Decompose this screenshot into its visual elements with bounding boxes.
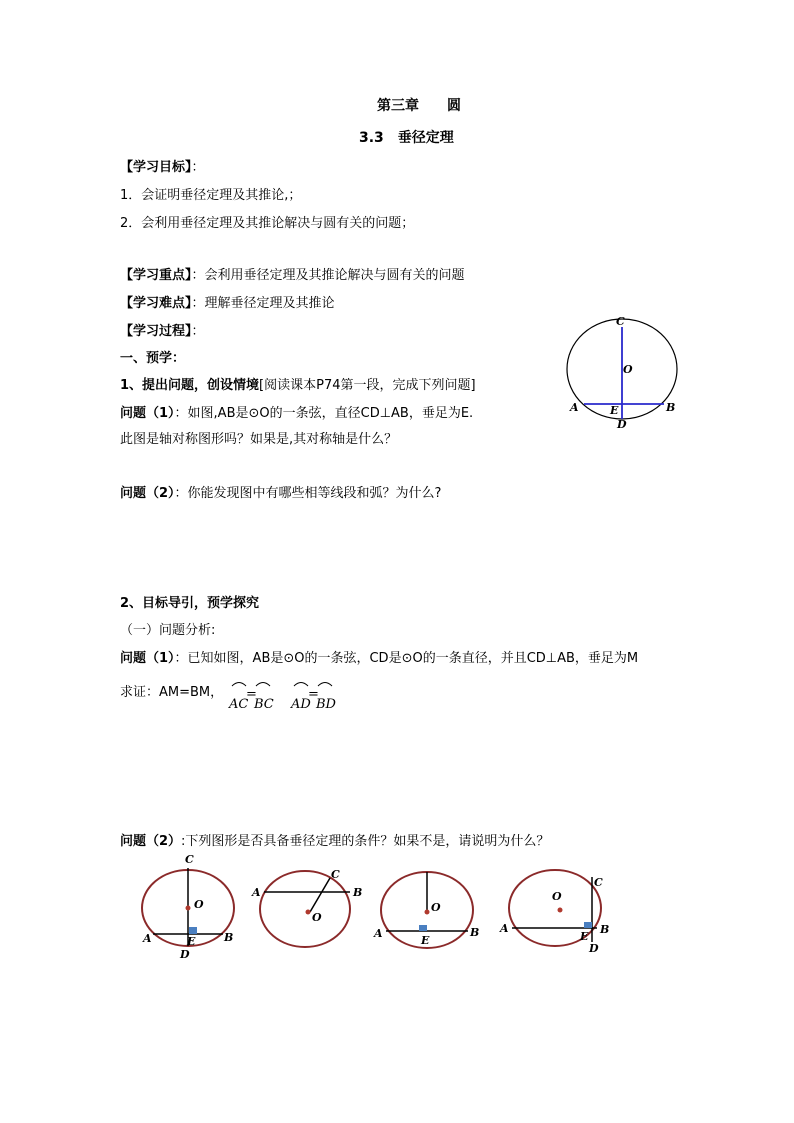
guide-q2-line [120,834,549,850]
difficulty-line [120,296,335,312]
guide-heading: 2、目标导引，预学探究 [120,596,260,611]
preview-q2-label: 问题（2） [120,486,175,501]
fig4-label-a: A [500,922,509,935]
fig3-center-dot [425,910,430,915]
chapter-title: 第三章 圆 [377,98,461,114]
fig1-right-angle-marker [189,927,197,934]
step1-note: [阅读课本P74第一段，完成下列问题] [259,378,476,393]
preview-q1-text: ：如图,AB是⊙O的一条弦，直径CD⊥AB，垂足为E. [174,406,474,421]
guide-q1-text: ：已知如图，AB是⊙O的一条弦，CD是⊙O的一条直径，并且CD⊥AB，垂足为M [174,651,639,666]
key-point-text: ：会利用垂径定理及其推论解决与圆有关的问题 [191,268,465,283]
figure-3 [372,864,487,959]
preview-q1-line [120,406,473,422]
arc-bd: BD [316,697,336,712]
fig2-label-b: B [353,886,363,899]
process-heading: 【学习过程】 [120,324,192,339]
arc-symbol-ad [294,683,308,687]
arc-symbol-ac [232,683,246,687]
key-point-line [120,268,465,284]
fig3-label-e: E [421,934,430,947]
prove-label: 求证：AM=BM， [120,685,224,700]
preview-q1-text2: 此图是轴对称图形吗？如果是,其对称轴是什么？ [120,432,398,447]
arc-bc: BC [254,697,274,712]
preview-q2-line [120,486,441,502]
main-label-e: E [610,404,619,417]
fig2-label-c: C [331,868,340,881]
goals-heading: 【学习目标】 [120,160,192,175]
arc-symbol-bd [318,683,332,687]
main-label-a: A [570,401,579,414]
key-point-heading: 【学习重点】 [120,268,192,283]
figure-4 [498,864,613,959]
fig4-label-o: O [552,890,562,903]
fig3-label-a: A [374,927,383,940]
fig2-center-dot [306,910,311,915]
fig4-label-d: D [589,942,599,955]
arc-eq1-sign: = [246,687,257,702]
fig4-center-dot [558,908,563,913]
step1-line [120,378,476,394]
fig2-label-a: A [252,886,261,899]
preview-q2-text: ：你能发现图中有哪些相等线段和弧？为什么? [174,486,442,501]
arc-eq2-sign: = [308,687,319,702]
goals-line [120,160,205,176]
fig3-right-angle-marker [419,925,427,931]
preview-q1-label: 问题（1） [120,406,175,421]
guide-q2-label: 问题（2） [120,834,182,849]
guide-q1-line [120,651,638,667]
fig3-label-b: B [470,926,480,939]
main-label-c: C [616,315,625,328]
fig2-radius [310,878,330,912]
fig4-label-e: E [580,930,589,943]
guide-q1-label: 问题（1） [120,651,175,666]
arc-ad: AD [291,697,311,712]
main-label-d: D [617,418,627,431]
fig2-label-o: O [312,911,322,924]
figure-1 [135,852,245,962]
arc-ac: AC [229,697,249,712]
goals-suffix: ： [191,160,205,175]
arc-equations [228,676,348,716]
guide-sub: （一）问题分析: [120,623,216,638]
fig4-label-b: B [600,923,610,936]
guide-q2-text: :下列图形是否具备垂径定理的条件？如果不是，请说明为什么？ [181,834,550,849]
fig3-label-o: O [431,901,441,914]
fig1-label-c: C [185,853,194,866]
difficulty-heading: 【学习难点】 [120,296,192,311]
fig1-label-e: E [187,935,196,948]
goal-item-2: 2．会利用垂径定理及其推论解决与圆有关的问题； [120,216,415,231]
figure-2 [250,864,370,959]
main-label-b: B [666,401,676,414]
fig2-circle [260,871,350,947]
goal-item-1: 1．会证明垂径定理及其推论,； [120,188,302,203]
step1-heading: 1、提出问题，创设情境 [120,378,260,393]
difficulty-text: ：理解垂径定理及其推论 [191,296,335,311]
fig1-label-a: A [143,932,152,945]
process-suffix: ： [191,324,205,339]
fig4-right-angle-marker [584,922,592,928]
section-title: 3.3 垂径定理 [359,130,454,146]
fig1-label-o: O [194,898,204,911]
main-circle-figure [560,314,690,434]
fig4-label-c: C [594,876,603,889]
preview-heading: 一、预学： [120,351,186,366]
fig1-label-d: D [180,948,190,961]
fig1-label-b: B [224,931,234,944]
main-label-o: O [623,363,633,376]
fig1-center-dot [186,906,191,911]
process-line [120,324,205,340]
arc-symbol-bc [256,683,270,687]
